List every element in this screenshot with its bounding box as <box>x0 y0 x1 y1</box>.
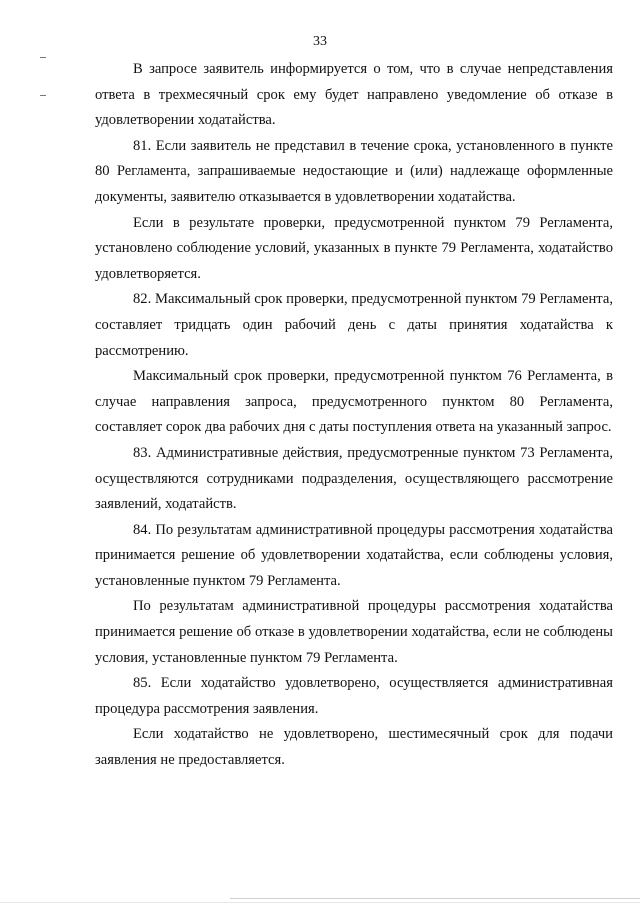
margin-mark <box>40 57 46 58</box>
paragraph-84: 84. По результатам административной процедуры рассмотрения ходатайства принимается решение об удовлетворении ходатайства, если соблюдены условия, установленные пунктом 79 Регламента. <box>95 521 613 589</box>
paragraph: Максимальный срок проверки, предусмотренной пунктом 76 Регламента, в случае направления запроса, предусмотренного пунктом 80 Регламента, составляет сорок два рабочих дня с даты поступления ответа на указанный запрос. <box>95 368 613 436</box>
paragraph-81: 81. Если заявитель не представил в течение срока, установленного в пункте 80 Регламента, запрашиваемые недостающие и (или) надлежаще оформленные документы, заявителю отказывается в удовлетворении ходатайства. <box>95 137 613 205</box>
paragraph: Если в результате проверки, предусмотренной пунктом 79 Регламента, установлено соблюдение условий, указанных в пункте 79 Регламента, ходатайство удовлетворяется. <box>95 214 613 282</box>
page-number: 33 <box>313 34 327 49</box>
paragraph: Если ходатайство не удовлетворено, шестимесячный срок для подачи заявления не предоставляется. <box>95 726 613 769</box>
paragraph: По результатам административной процедуры рассмотрения ходатайства принимается решение об отказе в удовлетворении ходатайства, если не соблюдены условия, установленные пунктом 79 Регламента. <box>95 598 613 666</box>
paragraph: В запросе заявитель информируется о том, что в случае непредставления ответа в трехмесячный срок ему будет направлено уведомление об отказе в удовлетворении ходатайства. <box>95 61 613 129</box>
paragraph-85: 85. Если ходатайство удовлетворено, осуществляется административная процедура рассмотрения заявления. <box>95 675 613 717</box>
scan-edge-line <box>0 902 640 903</box>
paragraph-83: 83. Административные действия, предусмотренные пунктом 73 Регламента, осуществляются сотрудниками подразделения, осуществляющего рассмотрение заявлений, ходатайств. <box>95 444 613 513</box>
document-body <box>95 57 613 774</box>
margin-mark <box>40 95 46 96</box>
scan-edge-line <box>230 898 640 899</box>
paragraph-82: 82. Максимальный срок проверки, предусмотренной пунктом 79 Регламента, составляет тридцать один рабочий день с даты принятия ходатайства к рассмотрению. <box>95 291 613 359</box>
